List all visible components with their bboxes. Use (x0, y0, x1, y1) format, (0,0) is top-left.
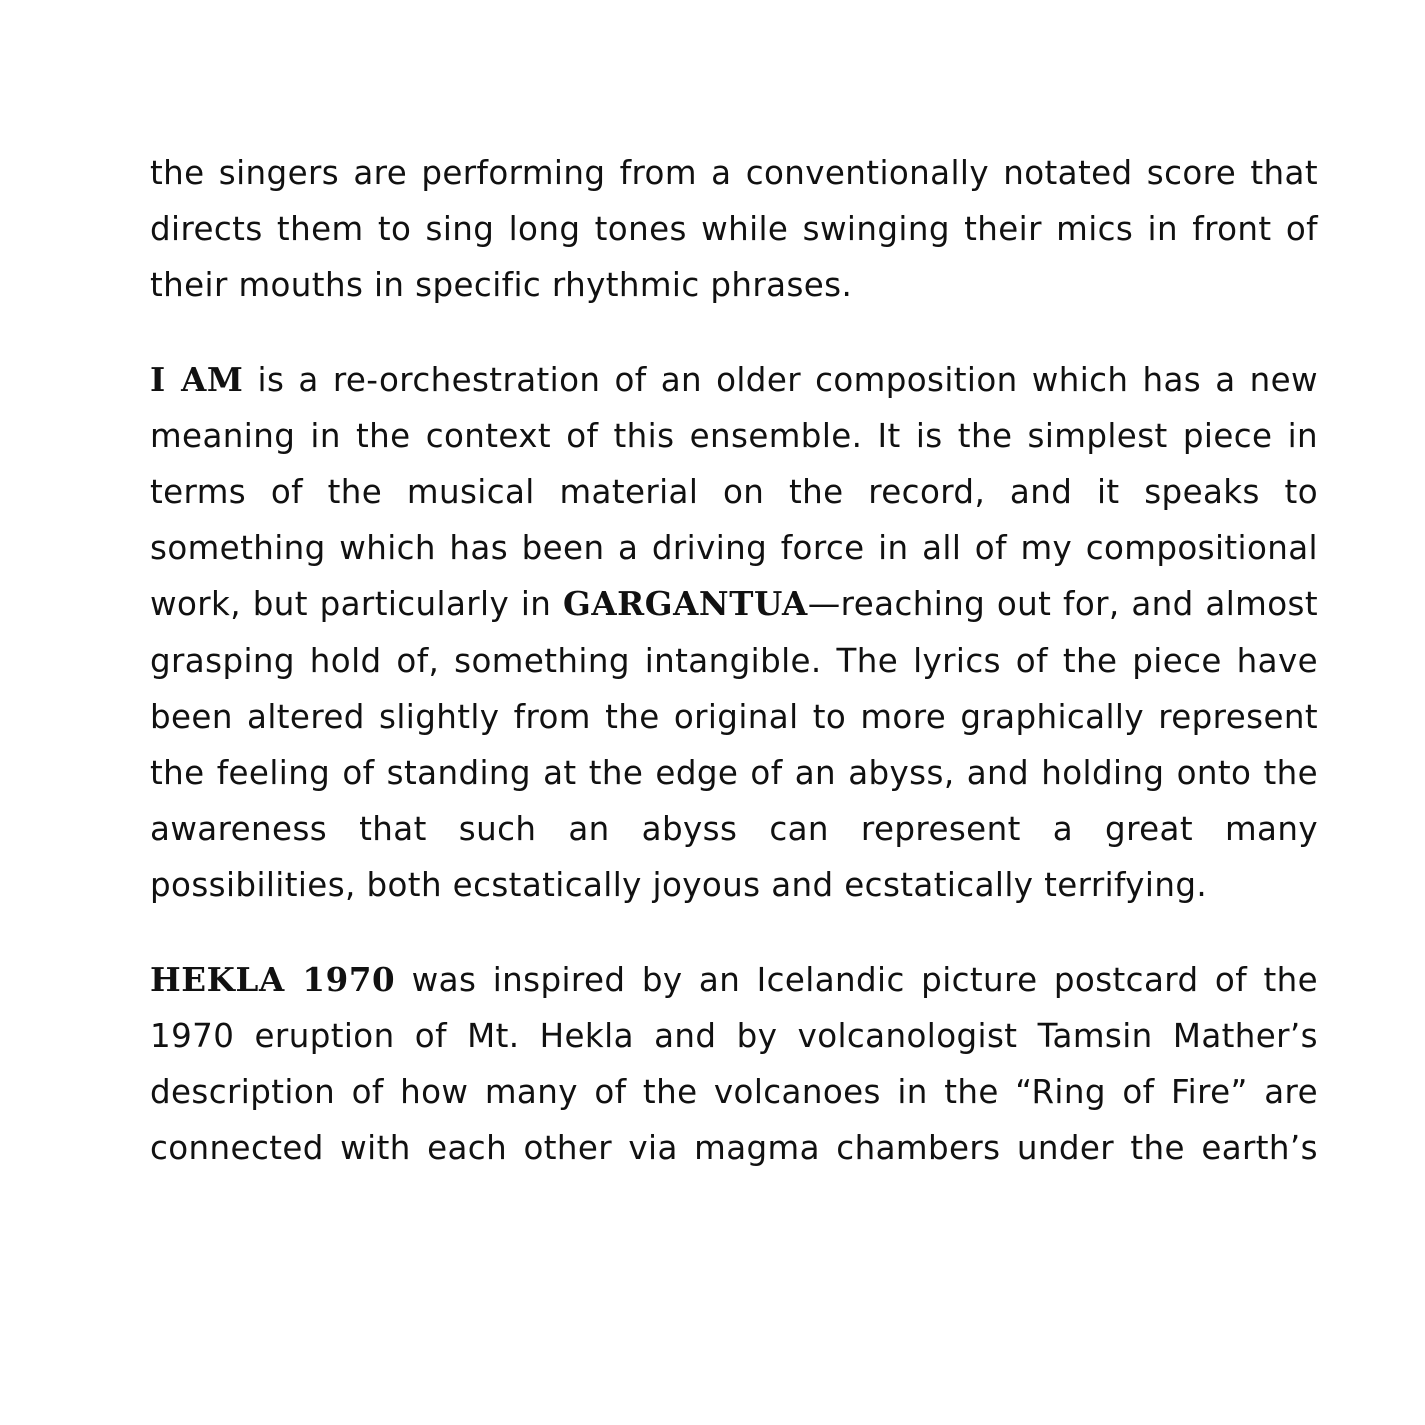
body-text: is a re-orchestration of an older composition which has a new meaning in the context of this ensemble. It is the simplest piece in terms of the musical material on the record, and it speaks to something which has been a driving force in all of my compositional work, but particularly in (150, 360, 1318, 624)
body-text: —reaching out for, and almost grasping hold of, something intangible. The lyrics of the piece have been altered slightly from the original to more graphically represent the feeling of standing at the edge of an abyss, and holding onto the awareness that such an abyss can represent a great many possibilities, both ecstatically joyous and ecstatically terrifying. (150, 585, 1318, 905)
body-text: was inspired by an Icelandic picture postcard of the 1970 eruption of Mt. Hekla and by volcanologist Tamsin Mather’s description of how many of the volcanoes in the “Ring of Fire” are connected with each other via magma chambers under the earth’s (150, 960, 1318, 1168)
body-text: the singers are performing from a conventionally notated score that directs them to sing long tones while swinging their mics in front of their mouths in specific rhythmic phrases. (150, 154, 1318, 305)
paragraph-singers-score (150, 145, 1318, 314)
page-text-column (150, 145, 1318, 1176)
paragraph-i-am (150, 352, 1318, 914)
paragraph-hekla-1970 (150, 952, 1318, 1177)
piece-title-i-am: I AM (150, 359, 244, 399)
piece-title-hekla-1970: HEKLA 1970 (150, 959, 396, 999)
piece-title-gargantua: GARGANTUA (562, 584, 808, 624)
